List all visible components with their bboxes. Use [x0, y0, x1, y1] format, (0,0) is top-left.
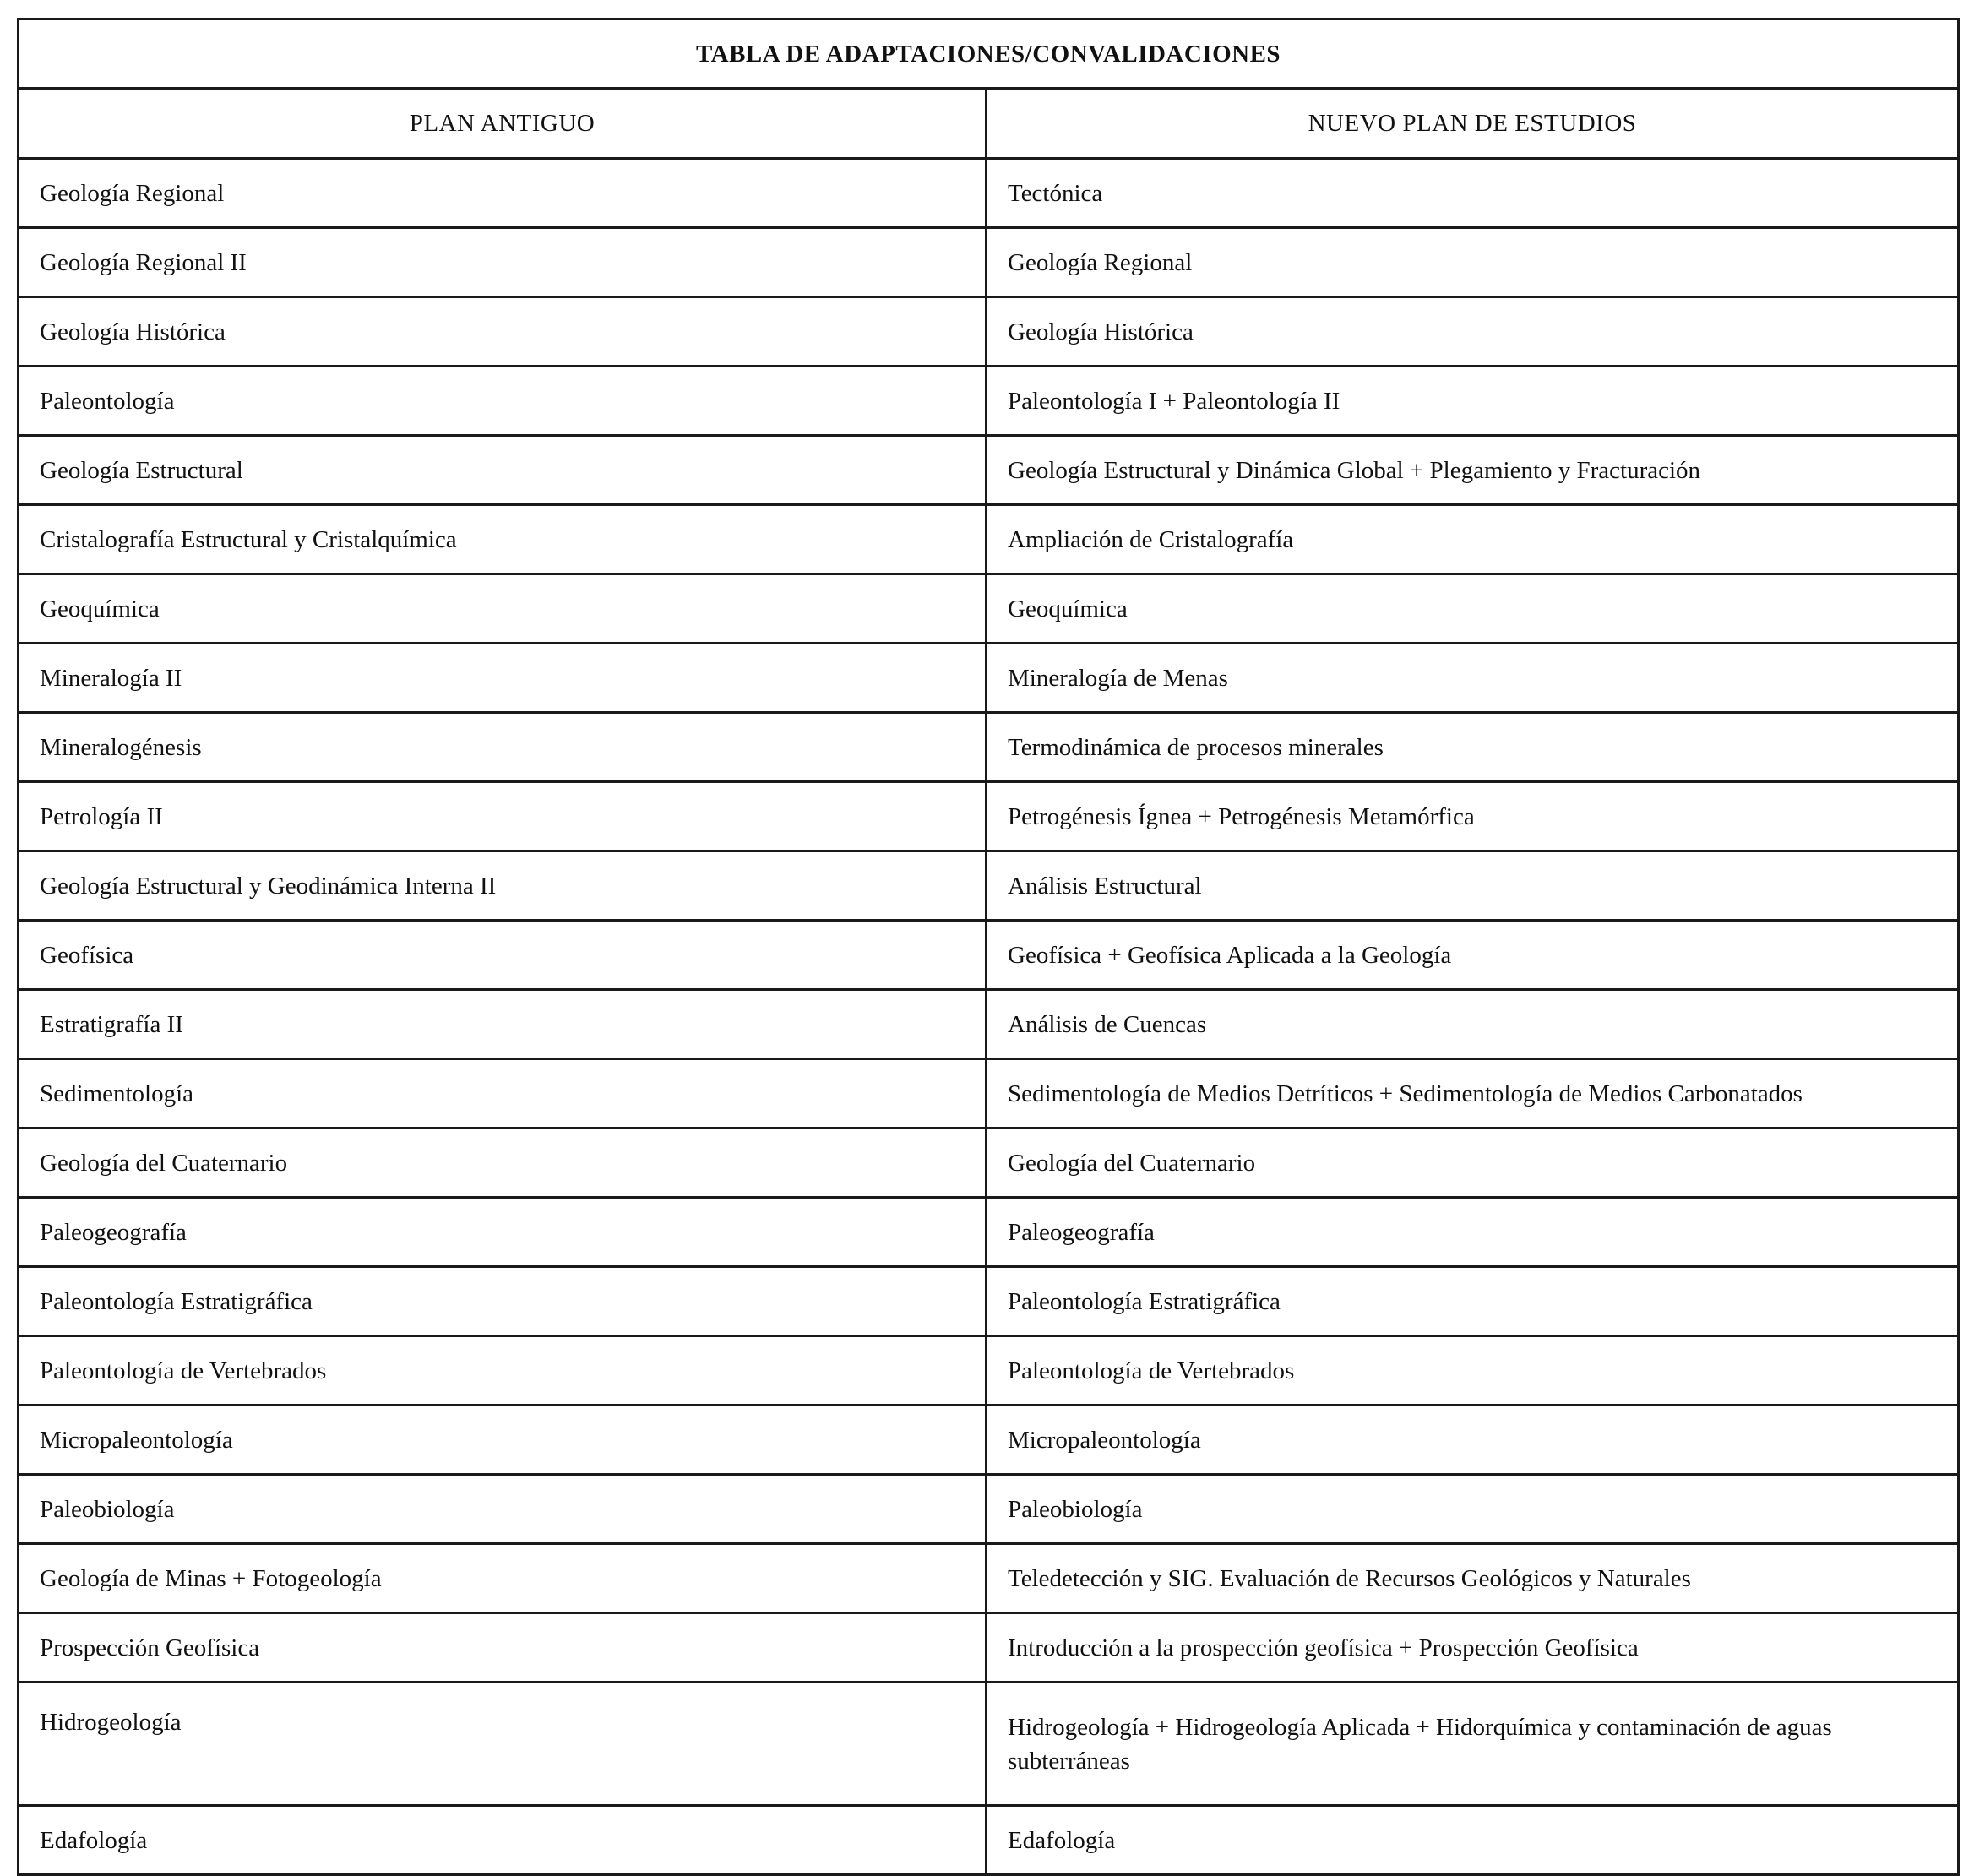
new-plan-cell: Análisis Estructural: [987, 851, 1959, 921]
new-plan-cell: Geofísica + Geofísica Aplicada a la Geología: [987, 921, 1959, 990]
table-row: [19, 1806, 1959, 1875]
old-plan-cell: Geología Estructural: [19, 436, 987, 505]
new-plan-cell: Geología Regional: [987, 228, 1959, 297]
table-row: [19, 1683, 1959, 1806]
old-plan-cell: Micropaleontología: [19, 1406, 987, 1475]
new-plan-cell: Edafología: [987, 1806, 1959, 1875]
new-plan-cell: Tectónica: [987, 159, 1959, 228]
old-plan-cell: Prospección Geofísica: [19, 1613, 987, 1683]
old-plan-cell: Petrología II: [19, 782, 987, 851]
new-plan-cell: Paleontología Estratigráfica: [987, 1267, 1959, 1336]
new-plan-cell: Teledetección y SIG. Evaluación de Recursos Geológicos y Naturales: [987, 1544, 1959, 1613]
table-row: [19, 1128, 1959, 1198]
new-plan-cell: Paleobiología: [987, 1475, 1959, 1544]
old-plan-cell: Geología Regional: [19, 159, 987, 228]
table-row: [19, 505, 1959, 574]
table-row: [19, 297, 1959, 367]
old-plan-cell: Cristalografía Estructural y Cristalquímica: [19, 505, 987, 574]
table-row: [19, 436, 1959, 505]
table-row: [19, 1059, 1959, 1128]
old-plan-cell: Hidrogeología: [19, 1683, 987, 1806]
new-plan-cell: Mineralogía de Menas: [987, 644, 1959, 713]
old-plan-cell: Geología de Minas + Fotogeología: [19, 1544, 987, 1613]
column-header-old-plan: PLAN ANTIGUO: [19, 89, 987, 159]
table-row: [19, 1406, 1959, 1475]
new-plan-cell: Geología Estructural y Dinámica Global + Plegamiento y Fracturación: [987, 436, 1959, 505]
header-row: [19, 89, 1959, 159]
table-row: [19, 782, 1959, 851]
table-row: [19, 990, 1959, 1059]
new-plan-cell: Paleontología de Vertebrados: [987, 1336, 1959, 1406]
column-header-new-plan: NUEVO PLAN DE ESTUDIOS: [987, 89, 1959, 159]
new-plan-cell: Introducción a la prospección geofísica + Prospección Geofísica: [987, 1613, 1959, 1683]
old-plan-cell: Geología Histórica: [19, 297, 987, 367]
old-plan-cell: Geología Regional II: [19, 228, 987, 297]
title-row: [19, 19, 1959, 89]
old-plan-cell: Sedimentología: [19, 1059, 987, 1128]
old-plan-cell: Paleontología Estratigráfica: [19, 1267, 987, 1336]
table-row: [19, 921, 1959, 990]
old-plan-cell: Geología del Cuaternario: [19, 1128, 987, 1198]
old-plan-cell: Geoquímica: [19, 574, 987, 644]
table-row: [19, 159, 1959, 228]
new-plan-cell: Geoquímica: [987, 574, 1959, 644]
table-row: [19, 1267, 1959, 1336]
old-plan-cell: Paleobiología: [19, 1475, 987, 1544]
new-plan-cell: Micropaleontología: [987, 1406, 1959, 1475]
table-row: [19, 1198, 1959, 1267]
table-row: [19, 644, 1959, 713]
table-body: [19, 159, 1959, 1875]
old-plan-cell: Edafología: [19, 1806, 987, 1875]
table-row: [19, 1475, 1959, 1544]
new-plan-cell: Termodinámica de procesos minerales: [987, 713, 1959, 782]
table-row: [19, 1336, 1959, 1406]
table-row: [19, 851, 1959, 921]
new-plan-cell: Petrogénesis Ígnea + Petrogénesis Metamórfica: [987, 782, 1959, 851]
old-plan-cell: Geofísica: [19, 921, 987, 990]
new-plan-cell: Geología del Cuaternario: [987, 1128, 1959, 1198]
new-plan-cell: Paleogeografía: [987, 1198, 1959, 1267]
table-row: [19, 1613, 1959, 1683]
old-plan-cell: Paleogeografía: [19, 1198, 987, 1267]
new-plan-cell: Ampliación de Cristalografía: [987, 505, 1959, 574]
table-row: [19, 228, 1959, 297]
old-plan-cell: Paleontología de Vertebrados: [19, 1336, 987, 1406]
new-plan-cell: Análisis de Cuencas: [987, 990, 1959, 1059]
new-plan-cell: Geología Histórica: [987, 297, 1959, 367]
table-title: TABLA DE ADAPTACIONES/CONVALIDACIONES: [19, 19, 1959, 89]
old-plan-cell: Geología Estructural y Geodinámica Interna II: [19, 851, 987, 921]
old-plan-cell: Paleontología: [19, 367, 987, 436]
old-plan-cell: Mineralogénesis: [19, 713, 987, 782]
new-plan-cell: Paleontología I + Paleontología II: [987, 367, 1959, 436]
table-row: [19, 1544, 1959, 1613]
table-row: [19, 713, 1959, 782]
convalidation-table: [17, 18, 1960, 1876]
new-plan-cell: Sedimentología de Medios Detríticos + Sedimentología de Medios Carbonatados: [987, 1059, 1959, 1128]
new-plan-cell: Hidrogeología + Hidrogeología Aplicada + Hidorquímica y contaminación de aguas subterráneas: [987, 1683, 1959, 1806]
old-plan-cell: Mineralogía II: [19, 644, 987, 713]
table-row: [19, 367, 1959, 436]
table-row: [19, 574, 1959, 644]
old-plan-cell: Estratigrafía II: [19, 990, 987, 1059]
